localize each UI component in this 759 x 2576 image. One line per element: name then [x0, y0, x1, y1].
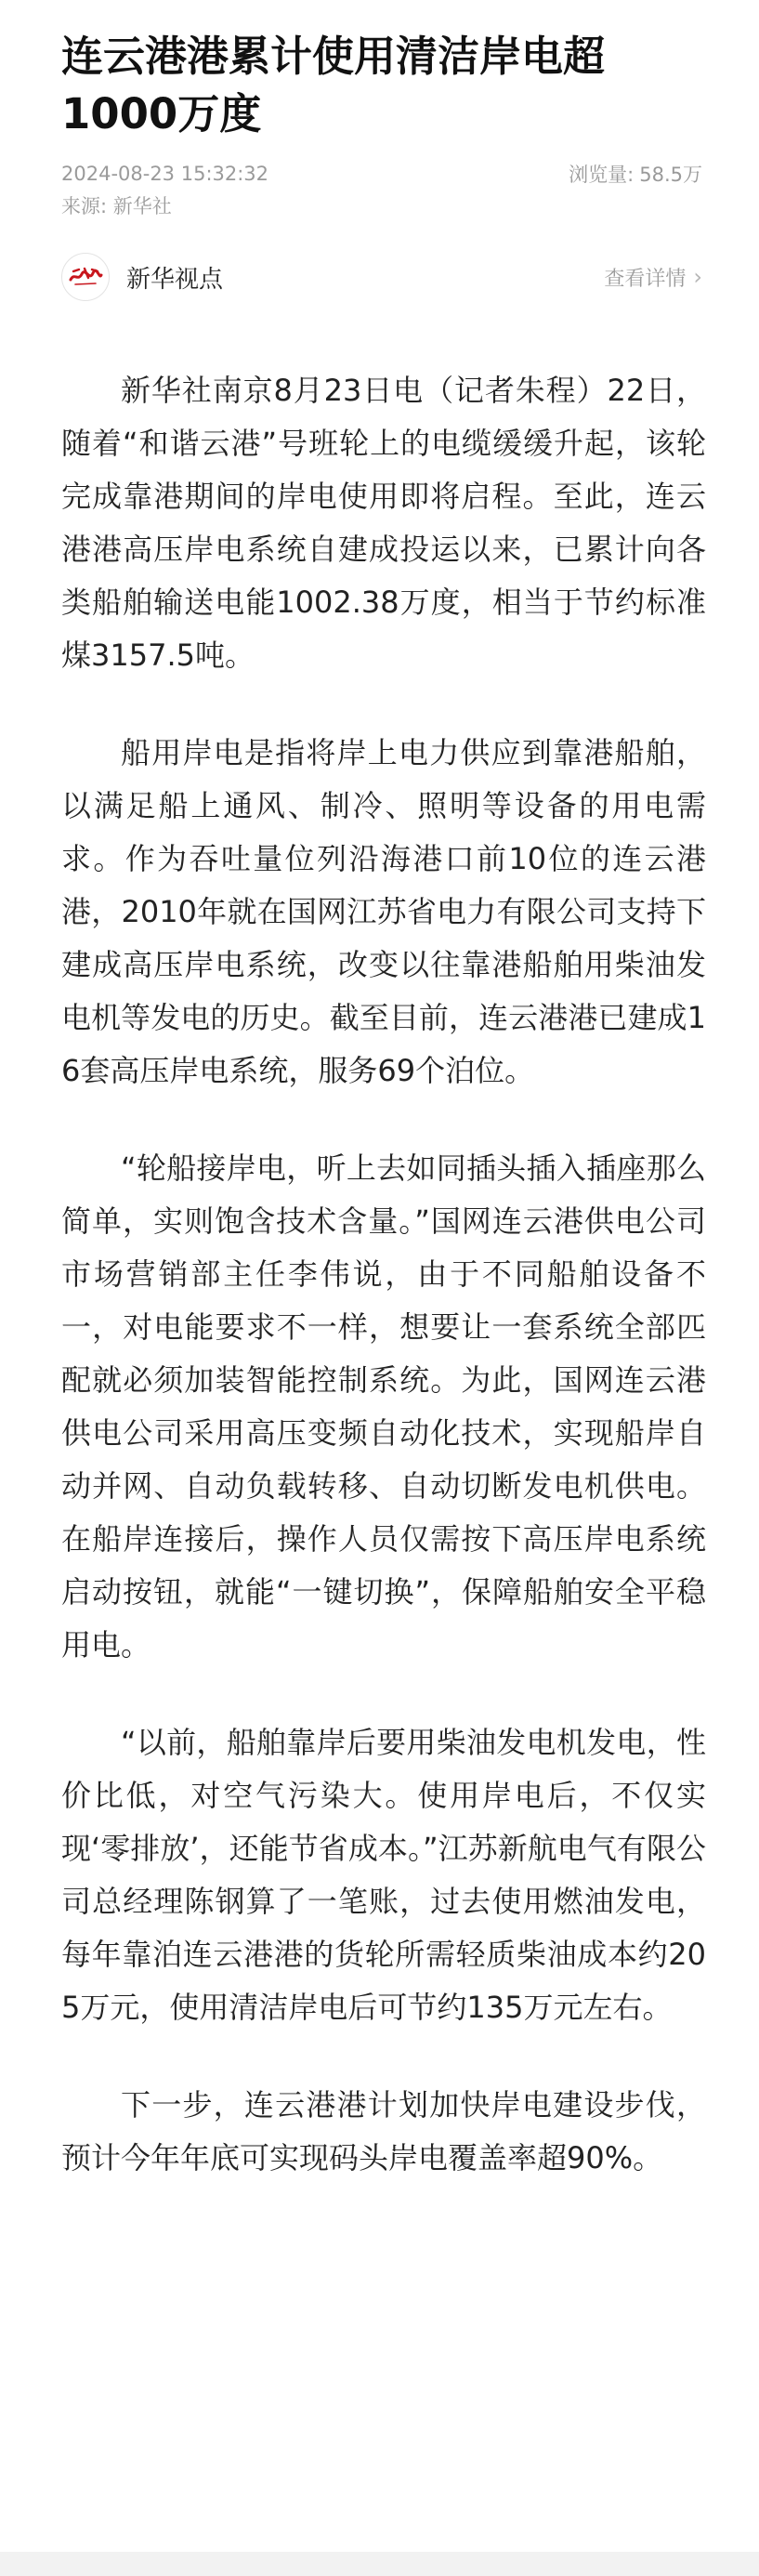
view-count [569, 160, 702, 188]
channel-bar [61, 249, 702, 305]
chevron-right-icon: › [693, 264, 702, 290]
publish-datetime: 2024-08-23 15:32:32 [61, 163, 269, 185]
channel-name: 新华视点 [126, 265, 224, 294]
article-paragraph-4: “以前，船舶靠岸后要用柴油发电机发电，性价比低，对空气污染大。使用岸电后，不仅实现‘零排放’，还能节省成本。”江苏新航电气有限公司总经理陈钢算了一笔账，过去使用燃油发电，每年靠泊连云港港的货轮所需轻质柴油成本约205万元，使用清洁岸电后可节约135万元左右。 [61, 1725, 706, 2025]
bottom-divider [0, 2552, 759, 2576]
source [61, 191, 172, 219]
view-details-label: 查看详情 [604, 267, 687, 291]
source-label: 来源: [61, 195, 108, 217]
article-title: 连云港港累计使用清洁岸电超1000万度 [61, 32, 606, 138]
channel-info[interactable] [61, 253, 223, 301]
article-paragraph-2: 船用岸电是指将岸上电力供应到靠港船舶，以满足船上通风、制冷、照明等设备的用电需求。作为吞吐量位列沿海港口前10位的连云港港，2010年就在国网江苏省电力有限公司支持下建成高压岸电系统，改变以往靠港船舶用柴油发电机等发电的历史。截至目前，连云港港已建成16套高压岸电系统，服务69个泊位。 [61, 735, 706, 1088]
meta-row-datetime [61, 160, 702, 188]
xinhua-logo-icon [61, 253, 110, 301]
article-paragraph-5: 下一步，连云港港计划加快岸电建设步伐，预计今年年底可实现码头岸电覆盖率超90%。 [61, 2087, 706, 2175]
meta-row-source [61, 191, 702, 219]
article-body [61, 364, 706, 2229]
article-paragraph-1: 新华社南京8月23日电（记者朱程）22日，随着“和谐云港”号班轮上的电缆缓缓升起，该轮完成靠港期间的岸电使用即将启程。至此，连云港港高压岸电系统自建成投运以来，已累计向各类船舶输送电能1002.38万度，相当于节约标准煤3157.5吨。 [61, 373, 706, 673]
view-count-label: 浏览量: [569, 164, 635, 186]
article-paragraph-3: “轮船接岸电，听上去如同插头插入插座那么简单，实则饱含技术含量。”国网连云港供电公司市场营销部主任李伟说，由于不同船舶设备不一，对电能要求不一样，想要让一套系统全部匹配就必须加装智能控制系统。为此，国网连云港供电公司采用高压变频自动化技术，实现船岸自动并网、自动负载转移、自动切断发电机供电。在船岸连接后，操作人员仅需按下高压岸电系统启动按钮，就能“一键切换”，保障船舶安全平稳用电。 [61, 1150, 706, 1663]
source-value: 新华社 [112, 195, 172, 217]
view-details-link[interactable] [604, 263, 702, 292]
view-count-value: 58.5万 [639, 164, 702, 186]
